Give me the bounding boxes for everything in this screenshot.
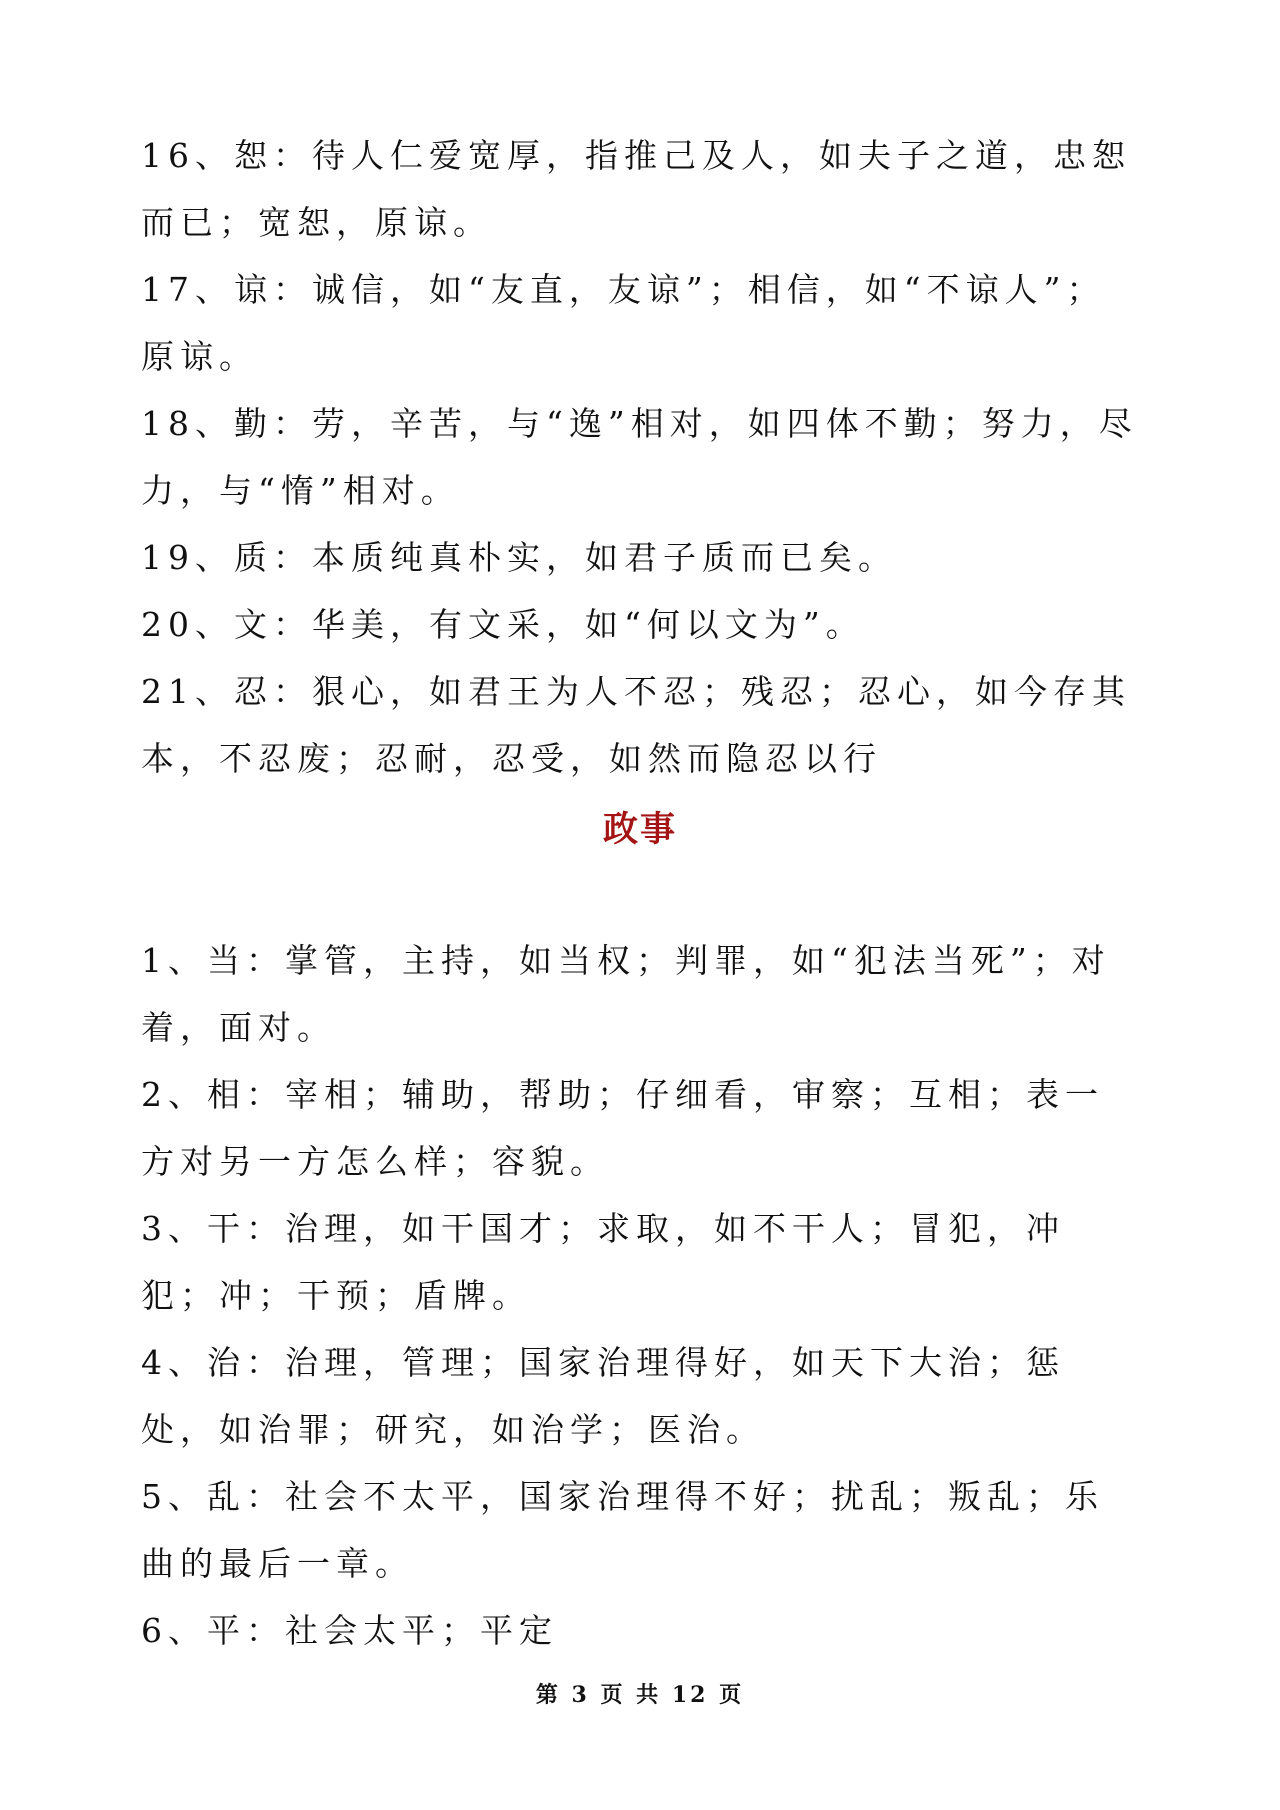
entry-17: 17、谅：诚信，如“友直，友谅”；相信，如“不谅人”；原谅。: [141, 270, 1106, 376]
entry-1: 1、当：掌管，主持，如当权；判罪，如“犯法当死”；对着，面对。: [141, 941, 1111, 1047]
entry-18: 18、勤：劳，辛苦，与“逸”相对，如四体不勤；努力，尽力，与“惰”相对。: [141, 404, 1138, 510]
entry-5: 5、乱：社会不太平，国家治理得不好；扰乱；叛乱；乐曲的最后一章。: [141, 1477, 1104, 1583]
entry-2: 2、相：宰相；辅助，帮助；仔细看，审察；互相；表一方对另一方怎么样；容貌。: [141, 1075, 1104, 1181]
entry-19: 19、质：本质纯真朴实，如君子质而已矣。: [141, 538, 897, 577]
section-title-politics: 政事: [602, 809, 677, 850]
entry-4: 4、治：治理，管理；国家治理得好，如天下大治；惩处，如治罪；研究，如治学；医治。: [141, 1343, 1065, 1449]
entry-21: 21、忍：狠心，如君王为人不忍；残忍；忍心，如今存其本，不忍废；忍耐，忍受，如然而隐忍以行: [141, 672, 1131, 778]
entry-20: 20、文：华美，有文采，如“何以文为”。: [141, 605, 865, 644]
entry-16: 16、恕：待人仁爱宽厚，指推己及人，如夫子之道，忠恕而已；宽恕，原谅。: [141, 136, 1131, 242]
page-number: 第 3 页 共 12 页: [535, 1682, 745, 1708]
section-virtues: [141, 122, 1141, 792]
entry-6: 6、平：社会太平；平定: [141, 1611, 558, 1650]
section-politics: [141, 927, 1141, 1664]
entry-3: 3、干：治理，如干国才；求取，如不干人；冒犯，冲犯；冲；干预；盾牌。: [141, 1209, 1065, 1315]
